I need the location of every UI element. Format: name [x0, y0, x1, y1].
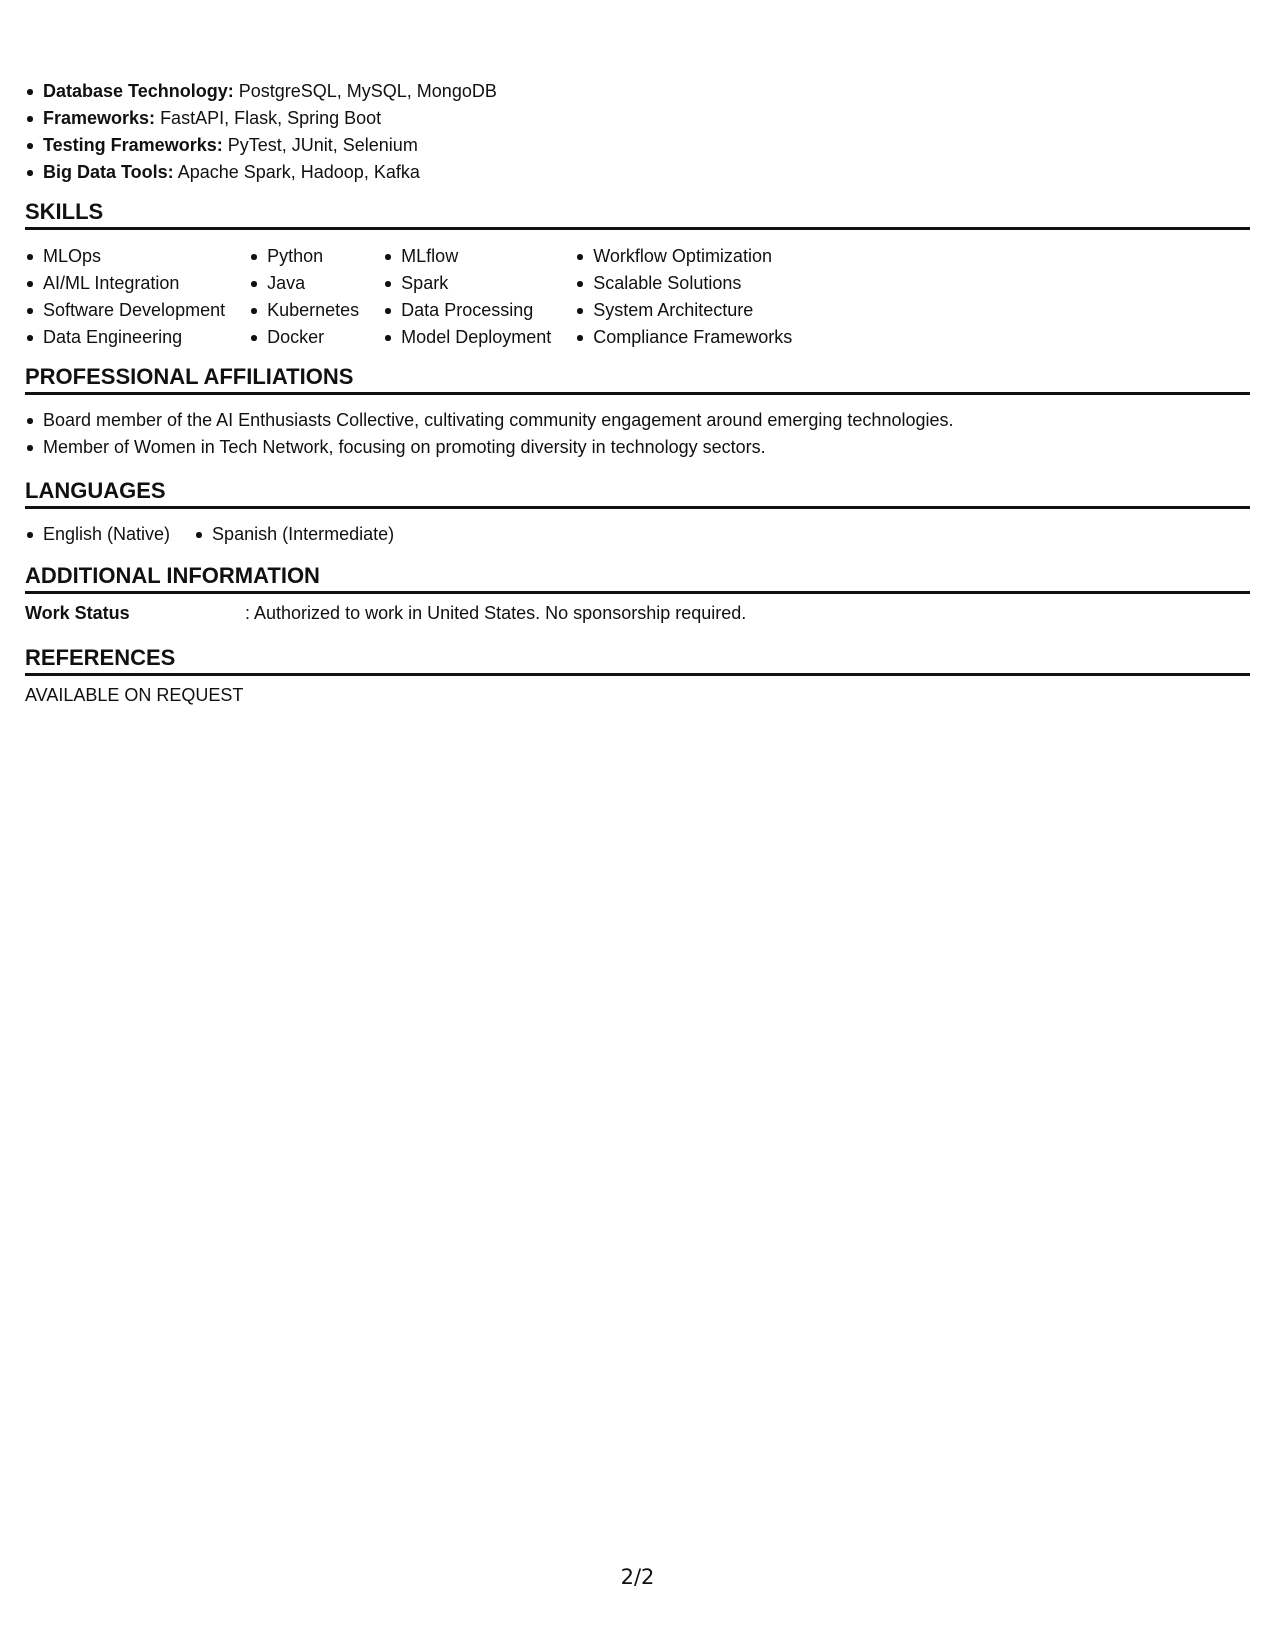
tech-label: Frameworks: [43, 108, 156, 128]
tech-value: PostgreSQL, MySQL, MongoDB [238, 81, 497, 101]
list-item: Docker [249, 324, 359, 351]
languages-list [25, 521, 418, 548]
skills-column [25, 243, 225, 351]
skills-column [575, 243, 792, 351]
list-item: Software Development [25, 297, 225, 324]
list-item [25, 78, 497, 105]
references-text: AVAILABLE ON REQUEST [25, 685, 244, 705]
skills-column [383, 243, 551, 351]
section-heading-affiliations: PROFESSIONAL AFFILIATIONS [25, 363, 1250, 395]
skills-column [249, 243, 359, 351]
list-item [25, 132, 497, 159]
list-item: MLflow [383, 243, 551, 270]
list-item: MLOps [25, 243, 225, 270]
list-item: Data Processing [383, 297, 551, 324]
affiliations-list [25, 407, 954, 461]
tech-label: Testing Frameworks: [43, 135, 223, 155]
list-item: Kubernetes [249, 297, 359, 324]
tech-value: FastAPI, Flask, Spring Boot [160, 108, 382, 128]
list-item: Compliance Frameworks [575, 324, 792, 351]
page-number: 2/2 [620, 1565, 655, 1589]
section-heading-skills: SKILLS [25, 198, 1250, 230]
list-item: System Architecture [575, 297, 792, 324]
list-item [25, 105, 497, 132]
tech-value: Apache Spark, Hadoop, Kafka [177, 162, 420, 182]
work-status-label: Work Status [25, 603, 130, 623]
list-item: AI/ML Integration [25, 270, 225, 297]
section-heading-additional-information: ADDITIONAL INFORMATION [25, 562, 1250, 594]
list-item: Member of Women in Tech Network, focusing on promoting diversity in technology sectors. [25, 434, 954, 461]
tech-value: PyTest, JUnit, Selenium [227, 135, 418, 155]
list-item: Spark [383, 270, 551, 297]
work-status-value: : Authorized to work in United States. No sponsorship required. [245, 603, 747, 623]
tech-label: Big Data Tools: [43, 162, 174, 182]
list-item: Data Engineering [25, 324, 225, 351]
technologies-list [25, 78, 497, 186]
list-item: English (Native) [25, 521, 170, 548]
tech-label: Database Technology: [43, 81, 234, 101]
section-heading-references: REFERENCES [25, 644, 1250, 676]
skills-grid [25, 243, 816, 351]
list-item: Python [249, 243, 359, 270]
list-item: Scalable Solutions [575, 270, 792, 297]
list-item: Board member of the AI Enthusiasts Collective, cultivating community engagement around emerging technologies. [25, 407, 954, 434]
work-status-row [25, 600, 746, 627]
list-item: Spanish (Intermediate) [194, 521, 394, 548]
list-item: Workflow Optimization [575, 243, 792, 270]
list-item: Model Deployment [383, 324, 551, 351]
list-item: Java [249, 270, 359, 297]
section-heading-languages: LANGUAGES [25, 477, 1250, 509]
list-item [25, 159, 497, 186]
